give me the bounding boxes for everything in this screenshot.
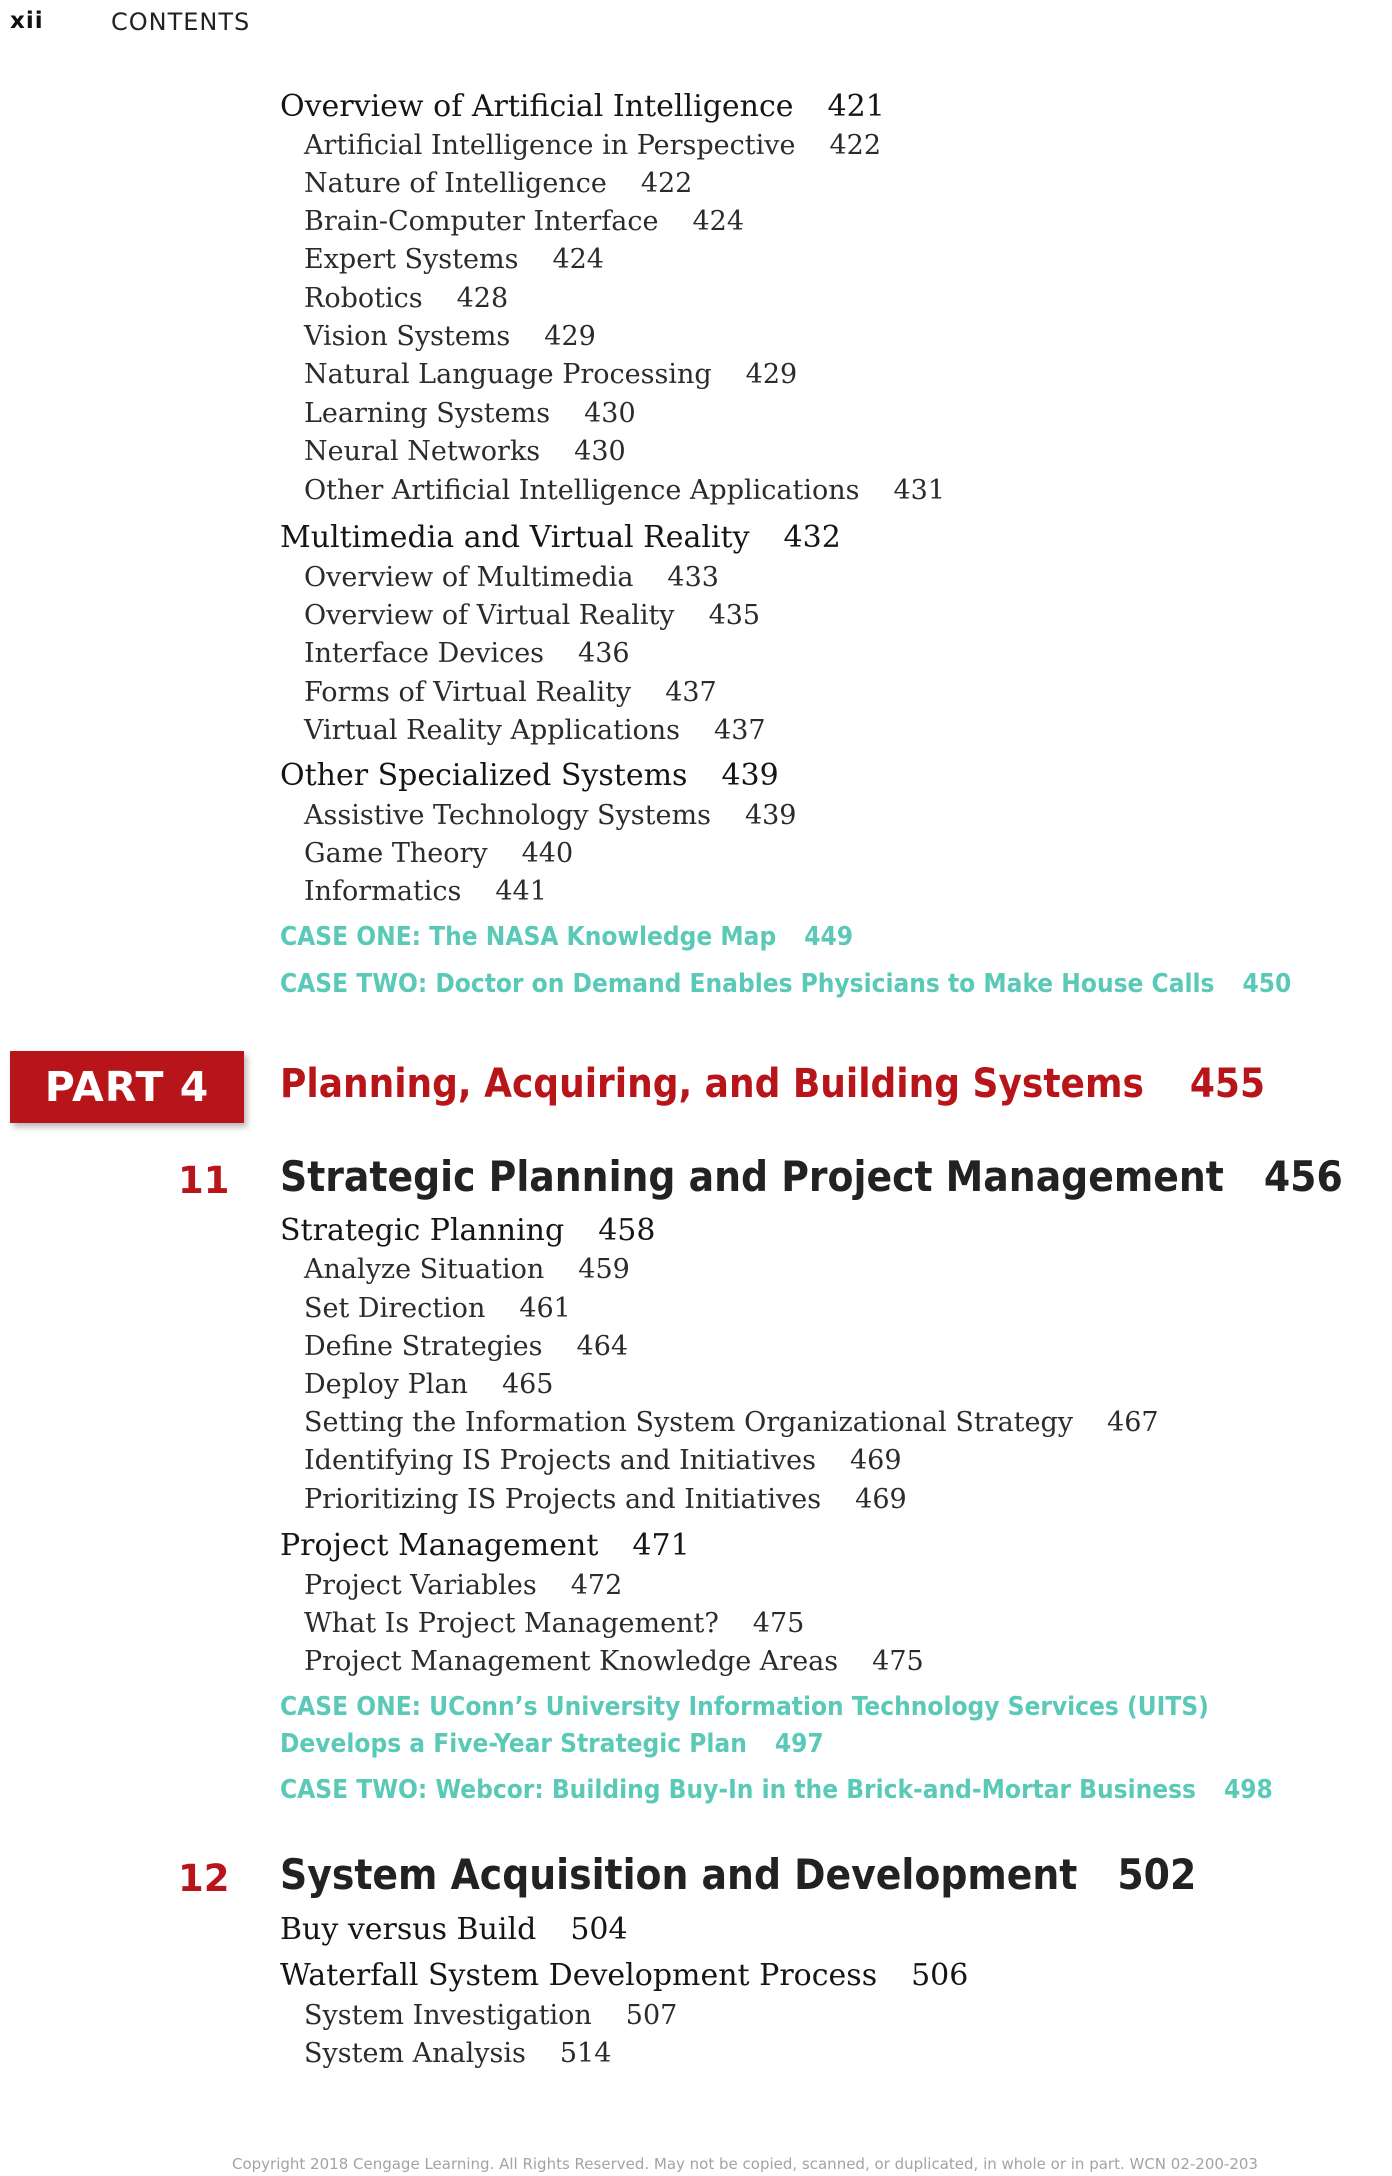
toc-section-buy-build[interactable]: [280, 1912, 628, 1947]
toc-entry-title: Waterfall System Development Process: [280, 1958, 878, 1993]
toc-subentry[interactable]: [304, 1484, 907, 1515]
toc-subentry[interactable]: [304, 244, 604, 275]
toc-entry-page: 429: [745, 359, 798, 390]
toc-entry-title: Interface Devices: [304, 638, 545, 669]
toc-entry-page: 469: [849, 1445, 902, 1476]
toc-entry-title: Robotics: [304, 283, 423, 314]
toc-case-title: CASE ONE: UConn’s University Information Technology Services (UITS): [280, 1692, 1209, 1722]
toc-subentry[interactable]: [304, 562, 719, 593]
toc-subentry[interactable]: [304, 168, 692, 199]
toc-subentry[interactable]: [304, 600, 760, 631]
toc-entry-page: 475: [752, 1608, 805, 1639]
toc-entry-page: 433: [667, 562, 719, 593]
toc-entry-title: Artificial Intelligence in Perspective: [304, 130, 796, 161]
toc-entry-title: Multimedia and Virtual Reality: [280, 520, 750, 555]
toc-subentry[interactable]: [304, 1570, 622, 1601]
toc-entry-title: What Is Project Management?: [304, 1608, 719, 1639]
toc-case[interactable]: [280, 1775, 1273, 1805]
toc-case[interactable]: [280, 922, 853, 952]
toc-entry-title: Define Strategies: [304, 1331, 543, 1362]
toc-case-title-continued: Develops a Five-Year Strategic Plan: [280, 1729, 747, 1759]
toc-entry-page: 422: [640, 168, 693, 199]
part-badge: PART 4: [10, 1051, 244, 1123]
toc-subentry[interactable]: [304, 475, 945, 506]
chapter-title-page: 502: [1117, 1850, 1197, 1899]
toc-entry-title: Neural Networks: [304, 436, 541, 467]
toc-subentry[interactable]: [304, 715, 766, 746]
toc-entry-page: 459: [578, 1254, 630, 1285]
toc-entry-page: 472: [570, 1570, 623, 1601]
toc-case-title: CASE TWO: Doctor on Demand Enables Physicians to Make House Calls: [280, 969, 1215, 999]
toc-entry-page: 458: [598, 1213, 656, 1248]
toc-entry-title: Forms of Virtual Reality: [304, 677, 632, 708]
toc-subentry[interactable]: [304, 321, 596, 352]
toc-subentry[interactable]: [304, 1331, 628, 1362]
toc-entry-title: Deploy Plan: [304, 1369, 468, 1400]
toc-entry-title: System Analysis: [304, 2038, 526, 2069]
toc-entry-page: 440: [521, 838, 574, 869]
toc-entry-title: Overview of Multimedia: [304, 562, 634, 593]
toc-entry-title: Game Theory: [304, 838, 488, 869]
toc-entry-title: Prioritizing IS Projects and Initiatives: [304, 1484, 822, 1515]
toc-subentry[interactable]: [304, 283, 508, 314]
toc-entry-title: Project Management: [280, 1528, 599, 1563]
toc-entry-page: 465: [501, 1369, 554, 1400]
chapter-number: 12: [178, 1857, 230, 1900]
toc-entry-title: Nature of Intelligence: [304, 168, 607, 199]
toc-entry-title: Analyze Situation: [304, 1254, 545, 1285]
running-head: CONTENTS: [111, 8, 251, 36]
chapter-title-text: System Acquisition and Development: [280, 1850, 1078, 1899]
toc-entry-page: 436: [578, 638, 630, 669]
toc-entry-page: 422: [829, 130, 882, 161]
toc-entry-page: 430: [584, 398, 636, 429]
toc-entry-title: Set Direction: [304, 1293, 486, 1324]
toc-entry-page: 431: [893, 475, 946, 506]
toc-entry-page: 467: [1107, 1407, 1159, 1438]
toc-subentry[interactable]: [304, 1407, 1159, 1438]
chapter-title-text: Strategic Planning and Project Management: [280, 1152, 1224, 1201]
toc-entry-page: 471: [632, 1528, 690, 1563]
toc-case-page: 450: [1242, 969, 1292, 999]
chapter-number: 11: [178, 1159, 230, 1202]
toc-subentry[interactable]: [304, 838, 573, 869]
toc-entry-title: Natural Language Processing: [304, 359, 712, 390]
toc-subentry[interactable]: [304, 800, 797, 831]
toc-subentry[interactable]: [304, 1293, 571, 1324]
toc-subentry[interactable]: [304, 876, 547, 907]
toc-entry-page: 432: [783, 520, 841, 555]
toc-subentry[interactable]: [304, 2000, 677, 2031]
toc-entry-title: Project Management Knowledge Areas: [304, 1646, 839, 1677]
toc-subentry[interactable]: [304, 1608, 804, 1639]
toc-entry-page: 429: [544, 321, 596, 352]
toc-entry-page: 461: [519, 1293, 571, 1324]
part-title[interactable]: [280, 1061, 1265, 1107]
toc-entry-page: 424: [552, 244, 604, 275]
page-number: xii: [10, 8, 44, 34]
toc-case-title: CASE ONE: The NASA Knowledge Map: [280, 922, 777, 952]
toc-entry-title: Informatics: [304, 876, 462, 907]
toc-section-waterfall[interactable]: [280, 1958, 968, 1993]
toc-entry-title: Virtual Reality Applications: [304, 715, 681, 746]
toc-case-title: CASE TWO: Webcor: Building Buy-In in the Brick-and-Mortar Business: [280, 1775, 1196, 1805]
toc-case-page: 498: [1223, 1775, 1273, 1805]
toc-entry-page: 469: [855, 1484, 907, 1515]
toc-entry-page: 504: [570, 1912, 628, 1947]
chapter-title-page: 456: [1263, 1152, 1343, 1201]
toc-subentry[interactable]: [304, 206, 744, 237]
toc-entry-page: 428: [456, 283, 509, 314]
toc-entry-title: Overview of Artificial Intelligence: [280, 89, 794, 124]
toc-subentry[interactable]: [304, 436, 626, 467]
toc-entry-page: 424: [692, 206, 745, 237]
toc-entry-page: 439: [744, 800, 797, 831]
toc-subentry[interactable]: [304, 677, 717, 708]
toc-subentry[interactable]: [304, 359, 797, 390]
toc-subentry[interactable]: [304, 1369, 553, 1400]
part-title-page: 455: [1189, 1061, 1266, 1107]
copyright-notice: Copyright 2018 Cengage Learning. All Rights Reserved. May not be copied, scanned, or duplicated, in whole or in part. WCN 02-200-203: [232, 2155, 1258, 2173]
toc-entry-title: Assistive Technology Systems: [304, 800, 711, 831]
toc-entry-title: Brain-Computer Interface: [304, 206, 659, 237]
toc-section-multimedia[interactable]: [280, 520, 841, 555]
toc-subentry[interactable]: [304, 2038, 611, 2069]
toc-entry-title: Learning Systems: [304, 398, 551, 429]
toc-case-page: 449: [804, 922, 854, 952]
chapter-title[interactable]: [280, 1152, 1343, 1201]
toc-subentry[interactable]: [304, 638, 630, 669]
toc-entry-title: System Investigation: [304, 2000, 592, 2031]
part-title-text: Planning, Acquiring, and Building Systems: [280, 1061, 1144, 1107]
toc-entry-title: Setting the Information System Organizational Strategy: [304, 1407, 1074, 1438]
toc-case[interactable]: [280, 969, 1291, 999]
toc-case[interactable]: [280, 1692, 1209, 1759]
chapter-title[interactable]: [280, 1850, 1196, 1899]
toc-subentry[interactable]: [304, 1646, 924, 1677]
toc-entry-page: 464: [576, 1331, 629, 1362]
toc-entry-page: 435: [708, 600, 761, 631]
toc-entry-title: Other Artificial Intelligence Applications: [304, 475, 860, 506]
toc-subentry[interactable]: [304, 1254, 630, 1285]
toc-entry-page: 437: [714, 715, 766, 746]
toc-entry-page: 421: [827, 89, 885, 124]
toc-entry-title: Vision Systems: [304, 321, 511, 352]
toc-entry-page: 475: [872, 1646, 924, 1677]
toc-entry-title: Other Specialized Systems: [280, 758, 688, 793]
toc-entry-page: 514: [559, 2038, 612, 2069]
toc-case-page: 497: [774, 1729, 824, 1759]
toc-entry-page: 437: [665, 677, 717, 708]
toc-entry-title: Overview of Virtual Reality: [304, 600, 675, 631]
toc-section-specialized[interactable]: [280, 758, 779, 793]
toc-entry-page: 439: [721, 758, 779, 793]
toc-subentry[interactable]: [304, 130, 881, 161]
toc-entry-page: 430: [574, 436, 626, 467]
toc-entry-title: Project Variables: [304, 1570, 537, 1601]
toc-entry-page: 507: [625, 2000, 678, 2031]
toc-subentry[interactable]: [304, 398, 636, 429]
toc-section-strategic-planning[interactable]: [280, 1213, 655, 1248]
toc-section-project-management[interactable]: [280, 1528, 690, 1563]
toc-entry-title: Strategic Planning: [280, 1213, 565, 1248]
toc-entry-page: 506: [911, 1958, 969, 1993]
toc-entry-title: Buy versus Build: [280, 1912, 537, 1947]
toc-entry-page: 441: [495, 876, 547, 907]
toc-entry-title: Expert Systems: [304, 244, 519, 275]
toc-entry-title: Identifying IS Projects and Initiatives: [304, 1445, 816, 1476]
toc-section-ai[interactable]: [280, 89, 885, 124]
toc-subentry[interactable]: [304, 1445, 902, 1476]
